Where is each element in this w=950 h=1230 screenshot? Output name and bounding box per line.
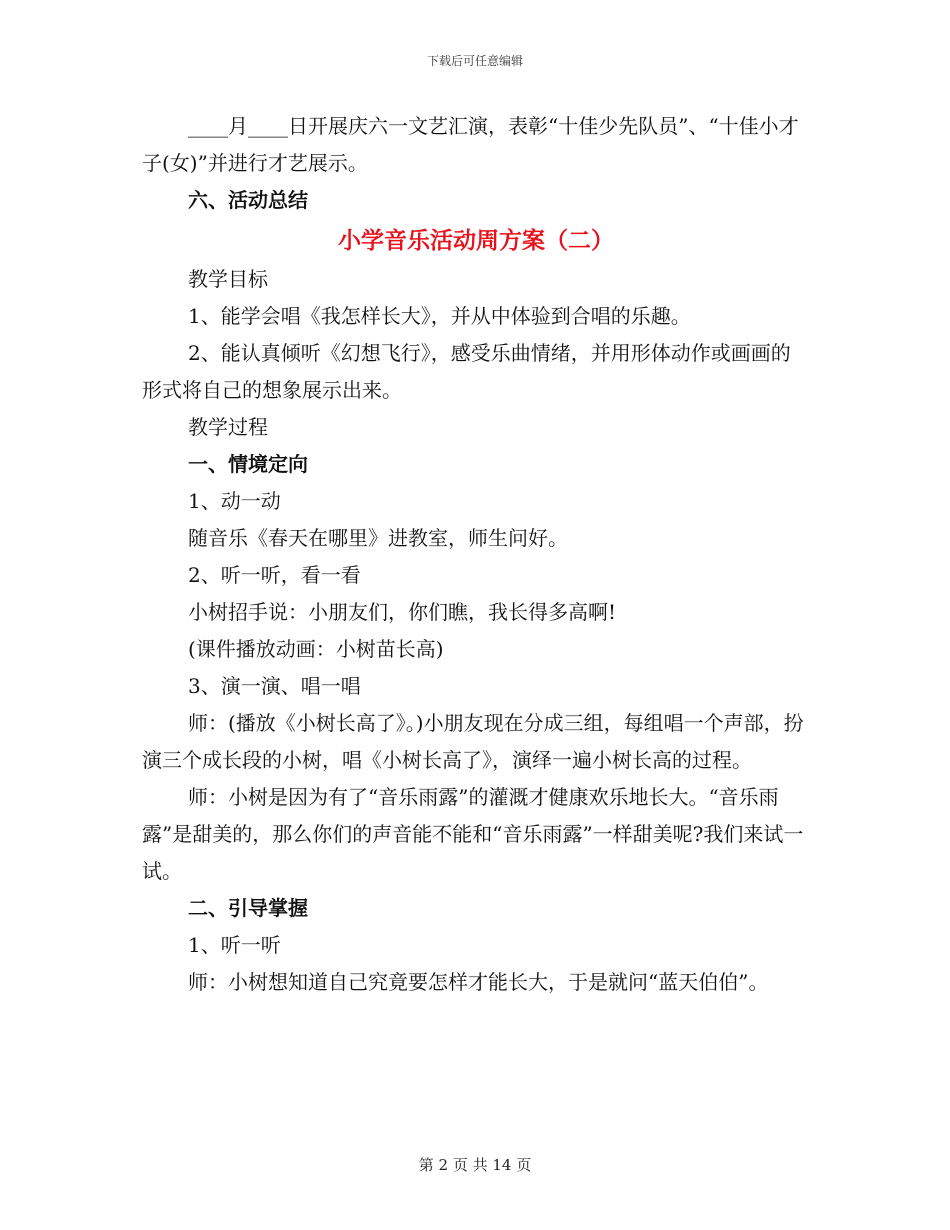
paragraph-animation-note: (课件播放动画：小树苗长高) (188, 637, 444, 661)
goal-item-2: 2、能认真倾听《幻想飞行》，感受乐曲情绪，并用形体动作或画画的形式将自己的想象展示出来。 (142, 341, 791, 402)
step-1: 1、动一动 (188, 489, 281, 513)
paragraph-tree-speaks: 小树招手说：小朋友们，你们瞧，我长得多高啊! (188, 600, 617, 624)
step-2: 2、听一听，看一看 (188, 563, 361, 587)
page-header: 下载后可任意编辑 (426, 54, 523, 68)
document-body (142, 108, 810, 1001)
paragraph-teacher-groups: 师：(播放《小树长高了》。)小朋友现在分成三组，每组唱一个声部，扮演三个成长段的小树，唱《小树长高了》，演绎一遍小树长高的过程。 (142, 711, 804, 772)
paragraph-event-date: ____月____日开展庆六一文艺汇演，表彰“十佳少先队员”、“十佳小才子(女)”并进行才艺展示。 (142, 114, 799, 175)
paragraph-enter-class: 随音乐《春天在哪里》进教室，师生问好。 (188, 526, 568, 550)
goal-item-1: 1、能学会唱《我怎样长大》，并从中体验到合唱的乐趣。 (188, 304, 691, 328)
paragraph-teacher-sky: 师：小树想知道自己究竟要怎样才能长大，于是就问“蓝天伯伯”。 (188, 970, 769, 994)
step-3: 3、演一演、唱一唱 (188, 674, 361, 698)
heading-activity-summary: 六、活动总结 (188, 188, 308, 212)
section-heading-1: 一、情境定向 (188, 452, 308, 476)
heading-teaching-process: 教学过程 (188, 415, 268, 439)
paragraph-teacher-rain: 师：小树是因为有了“音乐雨露”的灌溉才健康欢乐地长大。“音乐雨露”是甜美的，那么你们的声音能不能和“音乐雨露”一样甜美呢?我们来试一试。 (142, 785, 804, 883)
heading-teaching-goals: 教学目标 (188, 267, 268, 291)
section-heading-2: 二、引导掌握 (188, 896, 308, 920)
step-listen: 1、听一听 (188, 933, 281, 957)
document-title: 小学音乐活动周方案（二） (338, 227, 614, 254)
page-footer: 第 2 页 共 14 页 (418, 1156, 532, 1174)
